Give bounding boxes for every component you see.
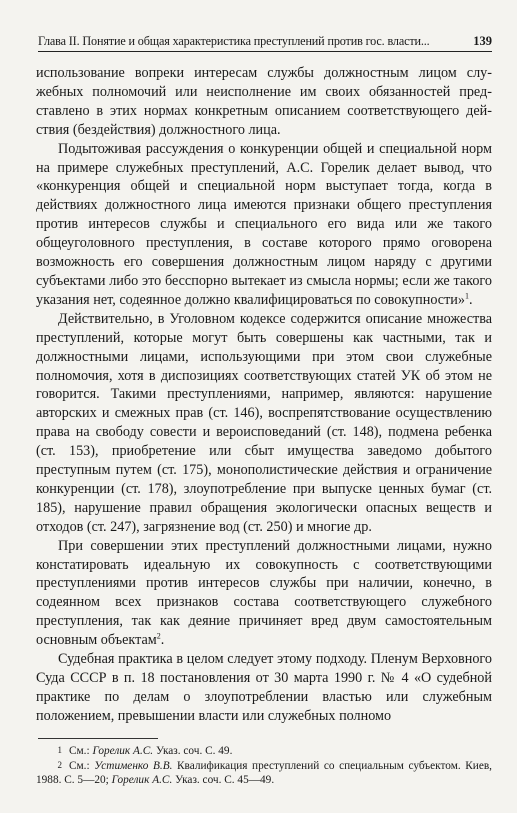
- footnote-ref-2[interactable]: 2: [156, 631, 161, 641]
- footnote-2-rest2: Указ. соч. С. 45—49.: [172, 774, 275, 787]
- footnote-1-pre: См.:: [69, 745, 93, 757]
- paragraph-5: [36, 650, 492, 726]
- paragraph-3: [36, 310, 492, 537]
- running-title: Глава II. Понятие и общая характеристика преступлений против гос. власти...: [38, 34, 430, 48]
- footnote-2: [36, 759, 492, 788]
- footnote-1-rest: Указ. соч. С. 49.: [153, 745, 233, 757]
- footnote-rule: [38, 738, 158, 739]
- paragraph-4-tail: .: [160, 632, 165, 649]
- paragraph-3-text: Действительно, в Уголовном кодексе содержится описание множества преступлений, которые могут быть совершены как частными, так и должностными лицами, использующими при этом свои служебные полномочия, хотя в диспозициях соответствующих статей УК об этом не говорится. Такими преступлениями, например, являются: нарушение авторских и смежных прав (ст. 146), воспрепятствование осуществлению права на свободу совести и вероисповеданий (ст. 148), подмена ребенка (ст. 153), приобретение или сбыт имущества заведомо добытого преступным путем (ст. 175), монополистические действия и ограничение конкуренции (ст. 178), злоупотребление при выпуске ценных бумаг (ст. 185), нарушение правил обращения экологически опасных веществ и отходов (ст. 247), загрязнение вод (ст. 250) и многие др.: [36, 310, 492, 535]
- footnote-1-author: Горелик А.С.: [92, 745, 154, 757]
- footnote-2-pre: См.:: [69, 759, 95, 772]
- page-number: 139: [473, 34, 492, 48]
- footnote-2-author: Устименко В.В.: [94, 759, 173, 772]
- paragraph-2-tail: .: [468, 291, 473, 308]
- footnotes: [36, 744, 492, 788]
- footnote-2-author2: Горелик А.С.: [111, 774, 173, 787]
- paragraph-2: [36, 140, 492, 310]
- footnote-1: [36, 744, 492, 759]
- footnote-2-rest: Квалификация преступлений со специальным субъектом. Киев, 1988. С. 5—20;: [36, 759, 492, 787]
- main-text: [36, 64, 492, 726]
- paragraph-4-text: При совершении этих преступлений должностными лицами, нужно констатировать идеальную их совокупность с соответствующими преступлениями против интересов службы при наличии, конечно, в содеянном всех признаков состава соответствующего служебного преступления, так как деяние причиняет вред двум самостоятельным основным объектам: [36, 537, 492, 649]
- paragraph-4: [36, 537, 492, 650]
- paragraph-5-text: Судебная практика в целом следует этому подходу. Пленум Верховного Суда СССР в п. 18 постановления от 30 марта 1990 г. № 4 «О судебной практике по делам о злоупотреблении властью или служебным положением, превышении власти или служебных полномо: [36, 651, 492, 724]
- running-head: [38, 30, 492, 48]
- paragraph-1: [36, 64, 492, 140]
- footnote-2-mark: 2: [57, 759, 62, 770]
- footnote-1-mark: 1: [57, 745, 62, 755]
- header-rule: [38, 51, 492, 52]
- footnote-ref-1[interactable]: 1: [464, 291, 469, 301]
- paragraph-1-text: использование вопреки интересам службы должностным лицом служебных полномочий или неисполнение им своих обязанностей представлено в этих нормах конкретным описанием соответствующего действия (бездействия) должностного лица.: [36, 65, 492, 138]
- paragraph-2-text: Подытоживая рассуждения о конкуренции общей и специальной норм на примере служебных преступлений, А.С. Горелик делает вывод, что «конкуренция общей и специальной норм выступает тогда, когда в действиях должностного лица имеются признаки общего преступления против интересов службы и специального его вида или же такого общеуголовного преступления, в составе которого прямо оговорена возможность его совершения должностным лицом наряду с другими субъектами либо это бесспорно вытекает из смысла нормы; если же такого указания нет, содеянное должно квалифицироваться по совокупности»: [36, 140, 492, 308]
